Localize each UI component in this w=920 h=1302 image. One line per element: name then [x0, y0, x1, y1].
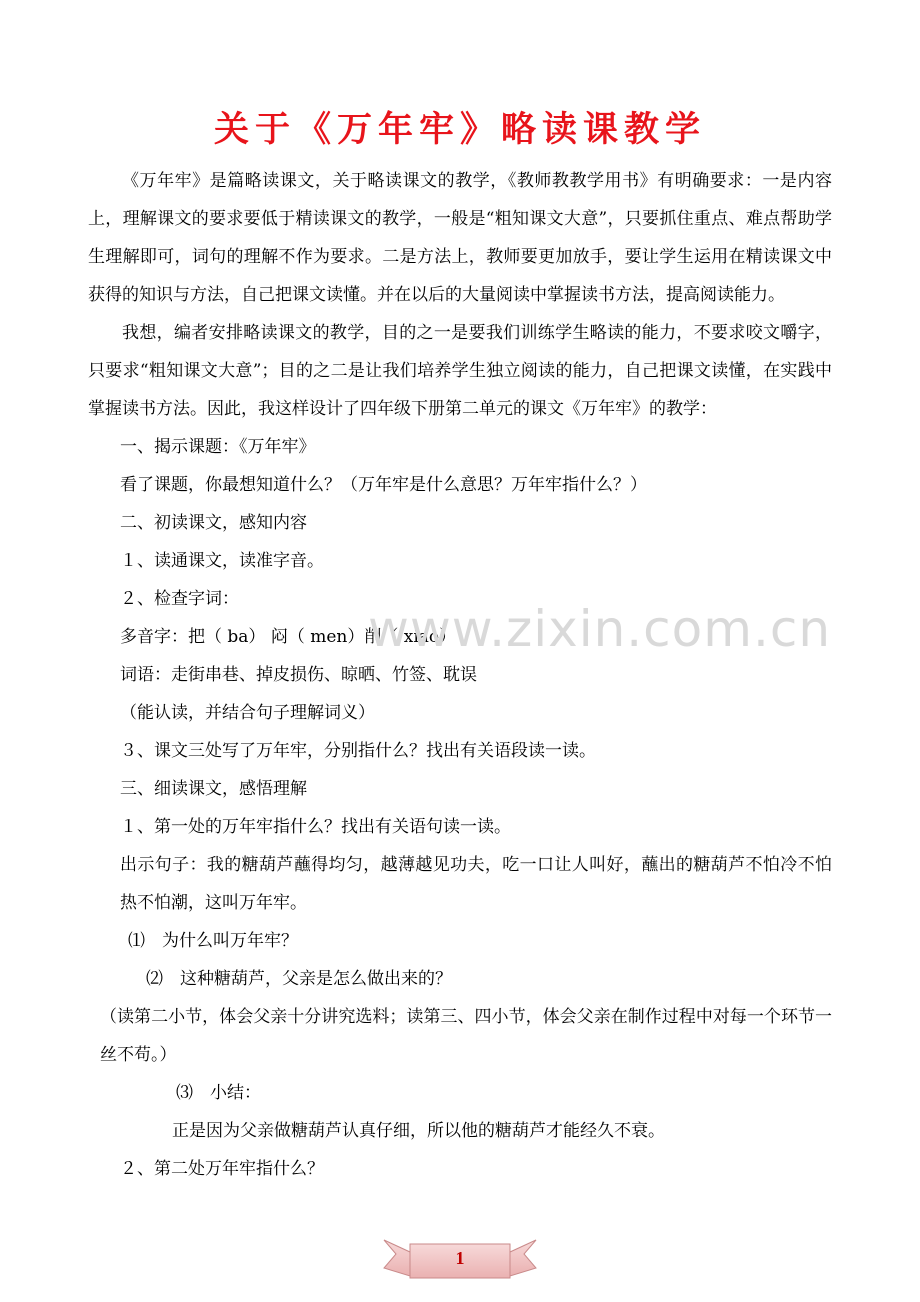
list-item: ２、检查字词： — [120, 589, 239, 609]
section-heading-2: 二、初读课文，感知内容 — [120, 513, 307, 533]
paragraph-line — [88, 846, 832, 922]
document-body — [88, 162, 832, 1188]
paragraph-intro: 《万年牢》是篇略读课文，关于略读课文的教学，《教师教教学用书》有明确要求：一是内容上，理解课文的要求要低于精读课文的教学，一般是“粗知课文大意”，只要抓住重点、难点帮助学生理解即可，词句的理解不作为要求。二是方法上，教师要更加放手，要让学生运用在精读课文中获得的知识与方法，自己把课文读懂。并在以后的大量阅读中掌握读书方法，提高阅读能力。 — [88, 171, 832, 305]
watermark: www.zixin.com.cn — [368, 600, 832, 658]
list-item: ３、课文三处写了万年牢，分别指什么？找出有关语段读一读。 — [120, 741, 596, 761]
paragraph-line: 多音字：把（ ba） 闷（ men）削（ xiao） — [120, 627, 457, 647]
quoted-sentence: 出示句子：我的糖葫芦蘸得均匀，越薄越见功夫，吃一口让人叫好，蘸出的糖葫芦不怕冷不怕热不怕潮，这叫万年牢。 — [120, 855, 832, 913]
document-title: 关于《万年牢》略读课教学 — [213, 110, 706, 150]
list-item: １、第一处的万年牢指什么？找出有关语句读一读。 — [120, 817, 511, 837]
section-heading-3: 三、细读课文，感悟理解 — [120, 779, 307, 799]
paragraph-line: 看了课题，你最想知道什么？（万年牢是什么意思？万年牢指什么？） — [120, 475, 647, 495]
paragraph-line: （读第二小节，体会父亲十分讲究选料；读第三、四小节，体会父亲在制作过程中对每一个环节一丝不苟。） — [100, 1007, 832, 1065]
list-item: ⑴ 为什么叫万年牢？ — [128, 931, 298, 951]
list-item: ２、第二处万年牢指什么？ — [120, 1159, 324, 1179]
paragraph-line: 词语：走街串巷、掉皮损伤、晾晒、竹签、耽误 — [120, 665, 477, 685]
page-number: 1 — [455, 1248, 465, 1268]
paragraph-purpose: 我想，编者安排略读课文的教学，目的之一是要我们训练学生略读的能力，不要求咬文嚼字，只要求“粗知课文大意”；目的之二是让我们培养学生独立阅读的能力，自己把课文读懂，在实践中掌握读书方法。因此，我这样设计了四年级下册第二单元的课文《万年牢》的教学： — [88, 323, 832, 419]
page-number-badge — [380, 1232, 540, 1286]
list-item: ⑶ 小结： — [176, 1083, 261, 1103]
paragraph-line: 正是因为父亲做糖葫芦认真仔细，所以他的糖葫芦才能经久不衰。 — [172, 1121, 665, 1141]
section-heading-1: 一、揭示课题：《万年牢》 — [120, 437, 316, 457]
list-item: ⑵ 这种糖葫芦，父亲是怎么做出来的？ — [146, 969, 452, 989]
paragraph-line: （能认读，并结合句子理解词义） — [120, 703, 375, 723]
list-item: １、读通课文，读准字音。 — [120, 551, 324, 571]
